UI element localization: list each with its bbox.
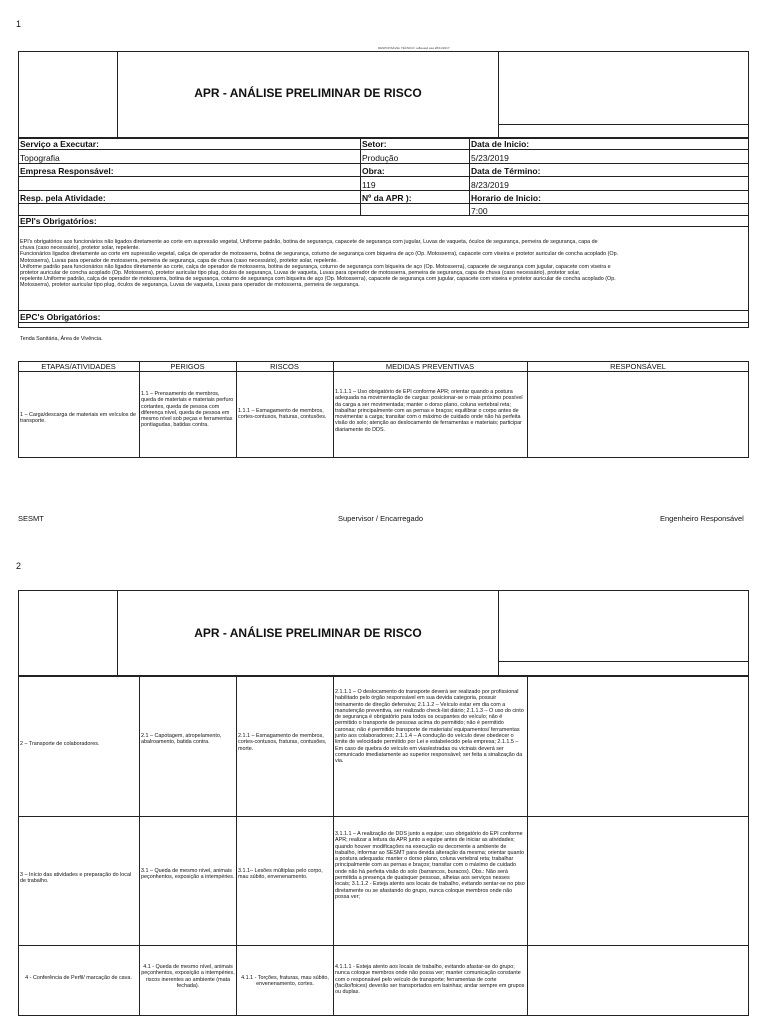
row2-medidas: 2.1.1.1 – O deslocamento do transporte deverá ser realizado por profissional habilitado pelo órgão responsável em sua devida categoria, possuir treinamento de direção defensiva; 2.1.1.2 – Veículo estar em dia com a manutenção preventiva, ser realizado check-list diário; 2.1.1.3 – O uso do cinto de segurança é obrigatório para todos os ocupantes do veículo; não é permitido o transporte de pessoas acima do permitido; não é permitido caronas; não é permitido transporte de materiais/ equipamentos/ ferramentas junto aos colaboradores; 2.1.1.4 – A condução do veículo deve obedecer o limite de velocidade permitido por Lei e estabelecido pela empresa; 2.1.1.5 – Em caso de quebra do veículo em vias/estradas ou vicinais deverá ser comunicado imediatamente ao superior responsável; ser feita a sinalização da via. xyxy=(335,689,524,765)
col-header-perigos: PERIGOS xyxy=(170,362,205,371)
row3-etapa: 3 – Início das atividades e preparação do local de trabalho. xyxy=(20,872,132,885)
epi-text: EPI's obrigatórios aos funcionários não ligados diretamente ao corte em supressão vegetal, Uniforme padrão, botina de segurança, capacete de segurança com jugular, Luvas de vaqueta, óculos de segurança, perneira de segurança, capa de chuva (caso necessário), protetor solar, repelente. Funcionários ligados diretamente ao corte em supressão vegetal, calça de operador de motosserra, botina de segurança, coturno de segurança com biqueira de aço (Op. Motosserra), capacete com viseira e protetor auricular de concha acoplado (Op. Motosserra), Luvas para operador de motosserra, perneira de segurança, capa de chuva (caso necessário), protetor solar, repelente. Uniforme padrão para funcionários não ligados diretamente ao corte, calça de operador de motosserra, botina de segurança, coturno de segurança com biqueira de aço (Op. Motosserra), capacete de segurança com jugular, capacete com viseira e protetor auricular de concha acoplado (Op. Motosserra), protetor auricular tipo plug, óculos de segurança, Luvas de vaqueta, Luvas para operador de motosserra, perneira de segurança, capa de chuva (caso necessário), protetor solar, repelente.Uniforme padrão, calça de operador de motosserra, botina de segurança, coturno de segurança com biqueira de aço (Op. Motosserra), capacete de segurança com jugular, capacete com viseira e protetor auricular de concha acoplado (Op. Motosserra), protetor auricular tipo plug, óculos de segurança, Luvas de vaqueta, Luvas para operador de motosserra, perneira de segurança. xyxy=(20,239,619,289)
col-header-etapas: ETAPAS/ATIVIDADES xyxy=(41,362,116,371)
start-time-value: 7:00 xyxy=(471,206,488,216)
signature-supervisor: Supervisor / Encarregado xyxy=(338,514,424,523)
epc-text: Tenda Sanitária, Área de Vivência. xyxy=(20,336,103,342)
row4-riscos: 4.1.1 - Torções, fraturas, mau súbito, envenenamento, cortes. xyxy=(241,975,329,988)
col-header-responsavel: RESPONSÁVEL xyxy=(610,362,666,371)
epi-label: EPI's Obrigatórios: xyxy=(20,216,97,226)
row2-etapa: 2 – Transporte de colaboradores. xyxy=(20,741,100,747)
row4-medidas: 4.1.1.1 - Esteja atento aos locais de trabalho, evitando afastar-se do grupo; nunca coloque membros onde não possa ver; manter comunicação constante com o responsável pelo veículo de transporte; ferramentas de corte (facão/foices) deverão ser transportados em bainhas; andar sempre em grupos ou duplas. xyxy=(335,964,525,996)
page-title: APR - ANÁLISE PRELIMINAR DE RISCO xyxy=(194,626,422,640)
row3-perigos: 3.1 – Queda de mesmo nível, animais peçonhentos, exposição a intempéries. xyxy=(141,868,235,881)
row4-perigos: 4.1 - Queda de mesmo nível, animais peçonhentos, exposição a intempéries, riscos inerentes ao ambiente (mata fechada). xyxy=(141,964,235,989)
row3-medidas: 3.1.1.1 – A realização de DDS junto a equipe; uso obrigatório do EPI conforme APR; realizar a leitura da APR junto a equipe antes de iniciar as atividades; quando houver modificações na execução ou decorrente a ambiente de trabalho, informar ao SESMT para devida alteração da mesma; orientar quanto a postura adequada: manter o dorso plano, coluna vertebral reta; trabalhar principalmente com as pernas e braços; transitar com o máximo de cuidado onde não há perfeita visão do solo (barrancos, buracos). Obs.: Não será permitida a presença de quaisquer pessoas, alheias aos serviços nesses locais; 3.1.1.2 - Esteja atento aos locais de trabalho, evitando sentar-se no piso diretamente ou se afastando do grupo, nunca coloque membros onde não possa ver; xyxy=(335,831,525,900)
signature-sesmt: SESMT xyxy=(18,514,44,523)
row4-etapa: 4 - Conferência de Perfil/ marcação de cava. xyxy=(25,975,132,981)
sector-value: Produção xyxy=(362,153,399,163)
site-value: 119 xyxy=(362,180,376,190)
sector-label: Setor: xyxy=(362,139,387,149)
service-label: Serviço a Executar: xyxy=(20,139,99,149)
row1-etapa: 1 – Carga/descarga de materiais em veículos de transporte. xyxy=(20,412,136,425)
start-time-label: Horario de Inicio: xyxy=(471,193,541,203)
row1-riscos: 1.1.1 – Esmagamento de membros, cortes-contusos, fraturas, contusões. xyxy=(238,408,327,421)
apr-number-label: Nº da APR ): xyxy=(362,193,412,203)
row1-perigos: 1.1 – Prensamento de membros, queda de materiais e materiais perfuro cortantes, queda de pessoa com diferença nível, queda de pessoa em mesmo nível sob peças e ferramentas pontiagudas, batidas contra. xyxy=(141,391,234,429)
col-header-medidas: MEDIDAS PREVENTIVAS xyxy=(385,362,475,371)
page-title: APR - ANÁLISE PRELIMINAR DE RISCO xyxy=(194,86,422,100)
page-number: 1 xyxy=(16,19,22,29)
col-header-riscos: RISCOS xyxy=(270,362,299,371)
service-value: Topografia xyxy=(20,153,60,163)
company-label: Empresa Responsável: xyxy=(20,166,114,176)
start-date-value: 5/23/2019 xyxy=(471,153,509,163)
end-date-value: 8/23/2019 xyxy=(471,180,509,190)
start-date-label: Data de Inicio: xyxy=(471,139,530,149)
row2-riscos: 2.1.1 – Esmagamento de membros, cortes-contusos, fraturas, contusões, morte. xyxy=(238,733,327,752)
site-label: Obra: xyxy=(362,166,385,176)
end-date-label: Data de Término: xyxy=(471,166,541,176)
epc-label: EPC's Obrigatórios: xyxy=(20,312,101,322)
row3-riscos: 3.1.1– Lesões múltiplas pelo corpo, mau súbito, envenenamento. xyxy=(238,868,323,881)
signature-engineer: Engenheiro Responsável xyxy=(660,514,744,523)
row1-medidas: 1.1.1.1 – Uso obrigatório de EPI conforme APR; orientar quando a postura adequada na movimentação de cargas: posicionar-se o mais próximo possível da carga a ser movimentada; manter o dorso plano, coluna vertebral reta; trabalhar principalmente com as pernas e braços; equilibrar o corpo antes de movimentar a carga; transitar com o máximo de cuidado onde não há perfeita visão do solo; atenção ao deslocamento de ferramentas e materiais; participar diariamente do DDS. xyxy=(335,389,523,433)
responsible-note: RESPONSÁVEL TÉCNICO: adlsuasd asa 28/11/2017 xyxy=(378,46,450,50)
page-number: 2 xyxy=(16,561,22,571)
row2-perigos: 2.1 – Capotagem, atropelamento, abalroamento, batida contra. xyxy=(141,733,222,746)
activity-responsible-label: Resp. pela Atividade: xyxy=(20,193,106,203)
